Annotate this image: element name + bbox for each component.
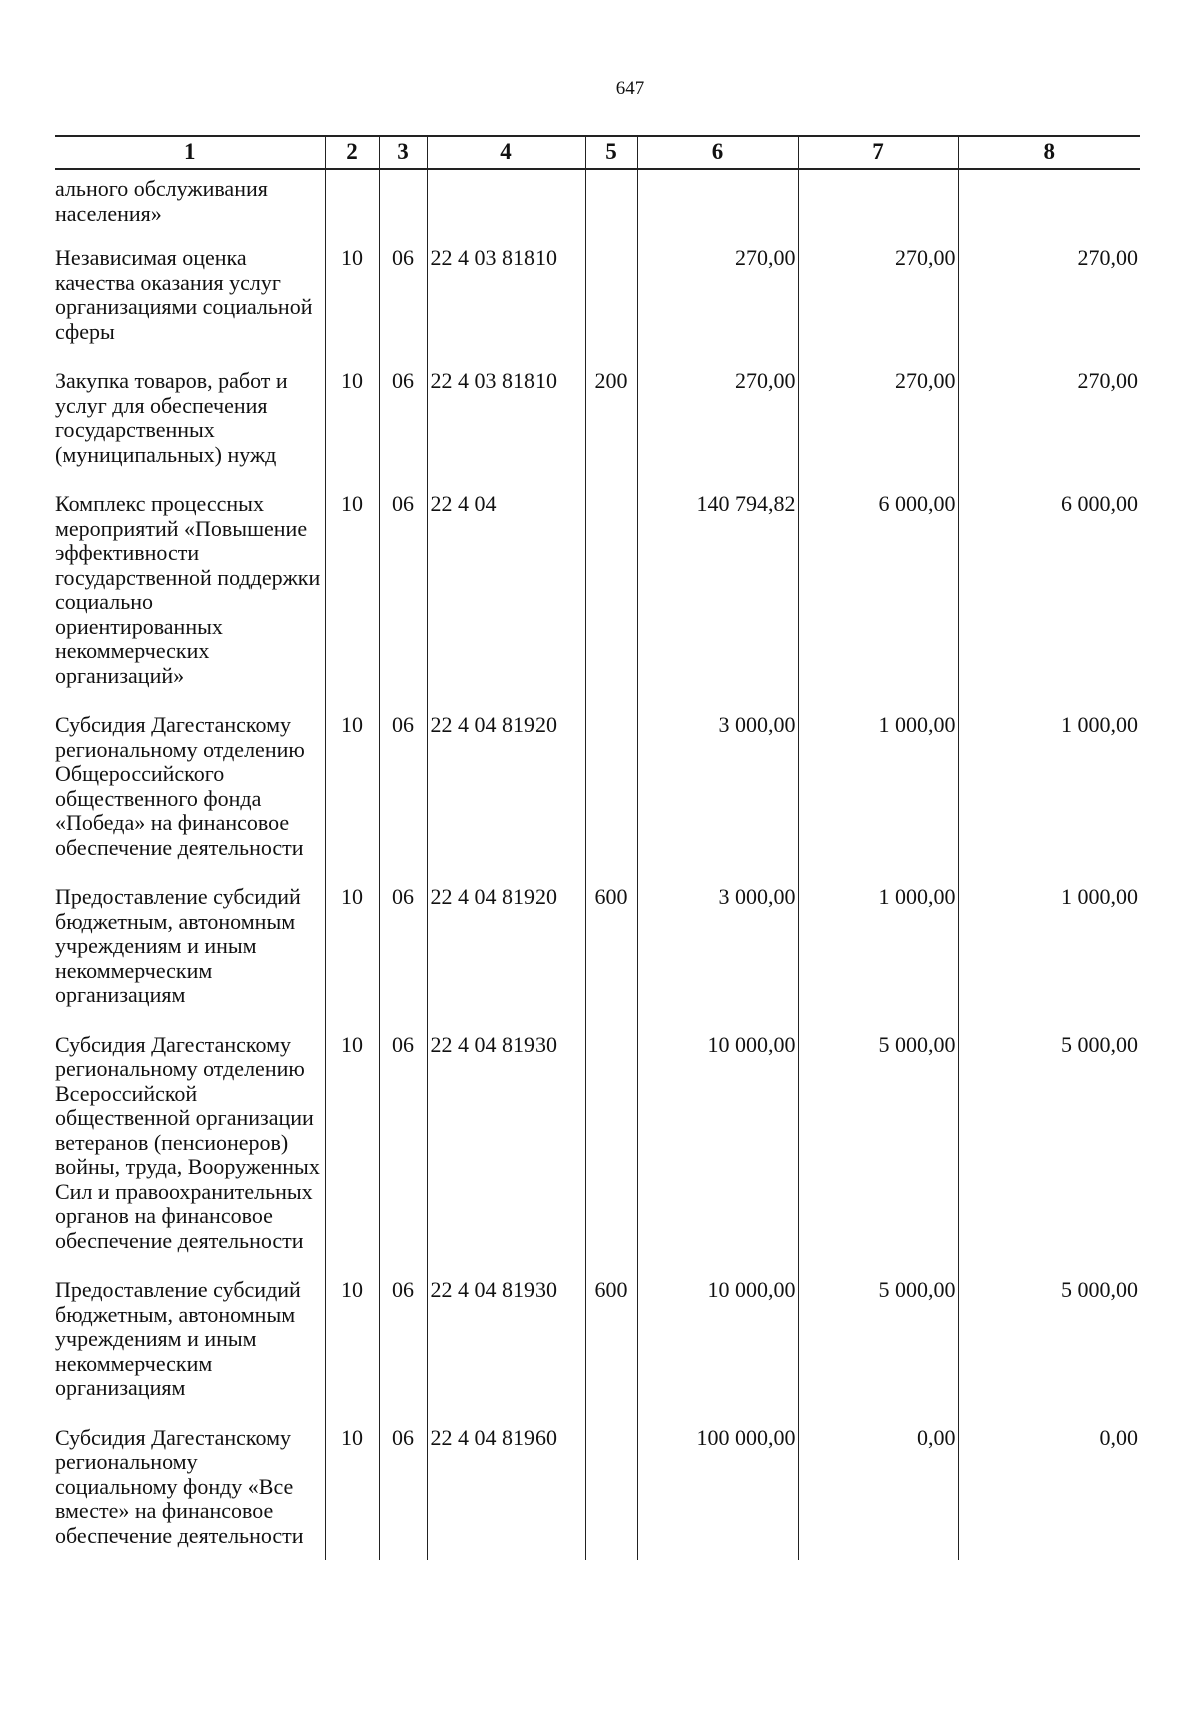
expense-type-code	[585, 713, 637, 885]
amount-col-7	[798, 169, 958, 246]
subsection-code: 06	[379, 246, 427, 369]
subsection-code: 06	[379, 492, 427, 713]
target-article-code: 22 4 04 81960	[427, 1426, 585, 1561]
row-name: Предоставление субсидий бюджетным, автономным учреждениям и иным некоммерческим организациям	[55, 884, 301, 1007]
target-article-code	[427, 169, 585, 246]
table-row	[55, 1426, 1140, 1561]
section-code: 10	[325, 246, 379, 369]
table-row	[55, 885, 1140, 1033]
column-header: 7	[798, 136, 958, 169]
amount-col-7: 5 000,00	[798, 1033, 958, 1279]
amount-col-8: 5 000,00	[958, 1278, 1140, 1426]
column-header: 1	[55, 136, 325, 169]
amount-col-6: 3 000,00	[637, 885, 798, 1033]
section-code: 10	[325, 1426, 379, 1561]
amount-col-6: 10 000,00	[637, 1278, 798, 1426]
amount-col-7: 270,00	[798, 246, 958, 369]
subsection-code: 06	[379, 1426, 427, 1561]
amount-col-8: 0,00	[958, 1426, 1140, 1561]
subsection-code	[379, 169, 427, 246]
amount-col-8: 270,00	[958, 369, 1140, 492]
section-code: 10	[325, 713, 379, 885]
amount-col-8: 1 000,00	[958, 713, 1140, 885]
amount-col-6: 140 794,82	[637, 492, 798, 713]
amount-col-8: 5 000,00	[958, 1033, 1140, 1279]
target-article-code: 22 4 04 81920	[427, 713, 585, 885]
section-code: 10	[325, 1033, 379, 1279]
target-article-code: 22 4 03 81810	[427, 246, 585, 369]
section-code: 10	[325, 369, 379, 492]
column-header: 4	[427, 136, 585, 169]
header-row	[55, 136, 1140, 169]
amount-col-6: 270,00	[637, 369, 798, 492]
amount-col-7: 1 000,00	[798, 885, 958, 1033]
page-number: 647	[615, 78, 645, 99]
table-row	[55, 169, 1140, 246]
amount-col-6: 270,00	[637, 246, 798, 369]
amount-col-6: 100 000,00	[637, 1426, 798, 1561]
amount-col-7: 5 000,00	[798, 1278, 958, 1426]
target-article-code: 22 4 04 81930	[427, 1278, 585, 1426]
expense-type-code	[585, 246, 637, 369]
table-row	[55, 246, 1140, 369]
amount-col-8: 270,00	[958, 246, 1140, 369]
amount-col-8: 6 000,00	[958, 492, 1140, 713]
row-name: Закупка товаров, работ и услуг для обеспечения государственных (муниципальных) нужд	[55, 368, 288, 467]
subsection-code: 06	[379, 885, 427, 1033]
table-row	[55, 492, 1140, 713]
column-header: 5	[585, 136, 637, 169]
expense-type-code: 200	[585, 369, 637, 492]
expense-type-code	[585, 1426, 637, 1561]
amount-col-8	[958, 169, 1140, 246]
section-code: 10	[325, 492, 379, 713]
amount-col-7: 0,00	[798, 1426, 958, 1561]
column-header: 8	[958, 136, 1140, 169]
expense-type-code	[585, 1033, 637, 1279]
row-name: Субсидия Дагестанскому региональному социальному фонду «Все вместе» на финансовое обеспечение деятельности	[55, 1424, 304, 1548]
table-row	[55, 713, 1140, 885]
row-name: Субсидия Дагестанскому региональному отделению Всероссийской общественной организации ветеранов (пенсионеров) войны, труда, Вооруженных Сил и правоохранительных органов на финансовое обеспечение деятельности	[55, 1031, 320, 1253]
target-article-code: 22 4 04	[427, 492, 585, 713]
amount-col-6: 3 000,00	[637, 713, 798, 885]
subsection-code: 06	[379, 1278, 427, 1426]
column-header: 2	[325, 136, 379, 169]
table-row	[55, 1278, 1140, 1426]
row-name: ального обслуживания населения»	[55, 176, 268, 226]
row-name: Независимая оценка качества оказания услуг организациями социальной сферы	[55, 245, 313, 344]
row-name: Субсидия Дагестанскому региональному отделению Общероссийского общественного фонда «Победа» на финансовое обеспечение деятельности	[55, 712, 305, 860]
expense-type-code	[585, 492, 637, 713]
amount-col-6: 10 000,00	[637, 1033, 798, 1279]
expense-type-code	[585, 169, 637, 246]
target-article-code: 22 4 04 81920	[427, 885, 585, 1033]
amount-col-7: 6 000,00	[798, 492, 958, 713]
row-name: Предоставление субсидий бюджетным, автономным учреждениям и иным некоммерческим организациям	[55, 1277, 301, 1400]
column-header: 6	[637, 136, 798, 169]
expense-type-code: 600	[585, 1278, 637, 1426]
table-row	[55, 369, 1140, 492]
amount-col-8: 1 000,00	[958, 885, 1140, 1033]
budget-table	[55, 135, 1140, 1560]
section-code	[325, 169, 379, 246]
subsection-code: 06	[379, 1033, 427, 1279]
amount-col-6	[637, 169, 798, 246]
subsection-code: 06	[379, 713, 427, 885]
section-code: 10	[325, 1278, 379, 1426]
table-row	[55, 1033, 1140, 1279]
row-name: Комплекс процессных мероприятий «Повышение эффективности государственной поддержки социально ориентированных некоммерческих организаций»	[55, 491, 321, 688]
expense-type-code: 600	[585, 885, 637, 1033]
section-code: 10	[325, 885, 379, 1033]
subsection-code: 06	[379, 369, 427, 492]
amount-col-7: 270,00	[798, 369, 958, 492]
column-header: 3	[379, 136, 427, 169]
amount-col-7: 1 000,00	[798, 713, 958, 885]
target-article-code: 22 4 04 81930	[427, 1033, 585, 1279]
target-article-code: 22 4 03 81810	[427, 369, 585, 492]
